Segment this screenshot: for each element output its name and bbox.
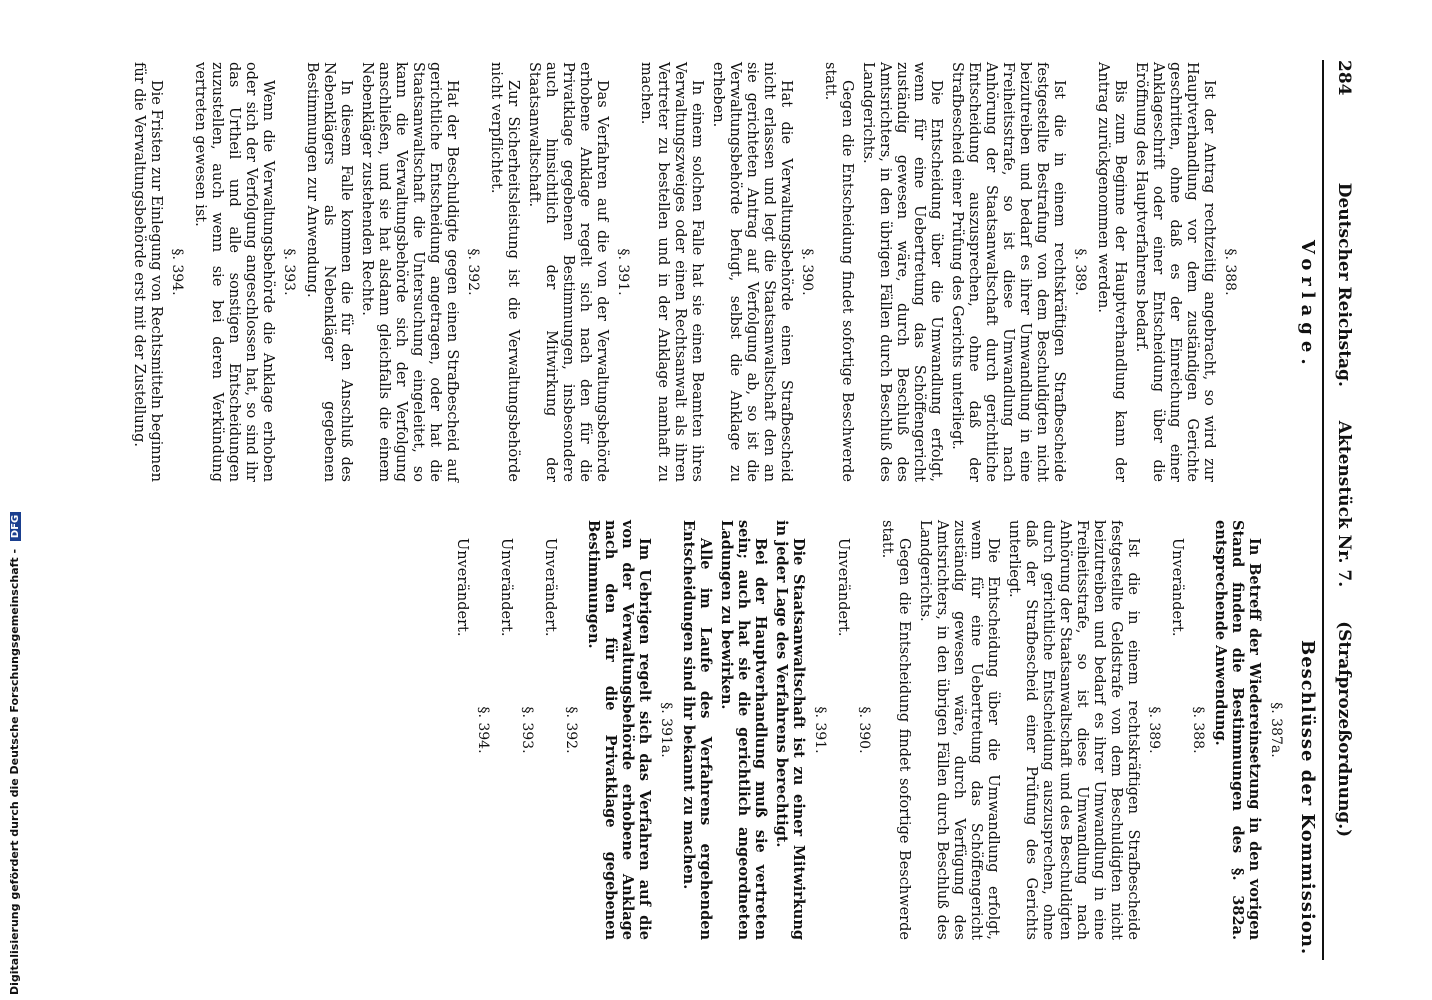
paragraph: Ist die in einem rechtskräftigen Strafbescheide festgestellte Bestrafung von dem Beschuldigten nicht beizutreiben und bedarf es ihrer Umwandlung in eine Freiheitsstrafe, so ist diese Umwandlung nach Anhörung der Staatsanwaltschaft durch gerichtliche Entscheidung auszusprechen, ohne daß der Strafbescheid einer Prüfung des Gerichts unterliegt. — [949, 62, 1067, 482]
paragraph: Wenn die Verwaltungsbehörde die Anklage erhoben oder sich der Verfolgung angeschlossen hat, so sind ihr das Urtheil und alle sonstigen Entscheidungen zuzustellen, auch wenn sie bei deren Verkündung vertreten gewesen ist. — [192, 62, 276, 482]
digitization-credit — [8, 512, 21, 995]
unchanged-note: Unverändert. — [1169, 538, 1185, 637]
page-number: 284 — [1334, 60, 1354, 96]
section-heading: §. 393. — [281, 248, 297, 296]
document-subject: (Strafprozeßordnung.) — [1334, 621, 1354, 838]
paragraph: Alle im Laufe des Verfahrens ergehenden Entscheidungen sind ihr bekannt zu machen. — [680, 520, 714, 940]
section-heading: §. 392. — [465, 248, 481, 296]
document-number: Aktenstück Nr. 7. — [1334, 420, 1354, 588]
section-heading: §. 388. — [1190, 706, 1206, 754]
section-heading: §. 390. — [856, 706, 872, 754]
paragraph: In einem solchen Falle hat sie einen Beamten ihres Verwaltungszweiges oder einen Rechtsanwalt als ihren Vertreter zu bestellen und in der Anklage namhaft zu machen. — [638, 62, 705, 482]
section-heading: §. 391. — [812, 706, 828, 754]
paragraph: Das Verfahren auf die von der Verwaltungsbehörde erhobene Anklage regelt sich nach den für die Privatklage gegebenen Bestimmungen, insbesondere auch hinsichtlich der Mitwirkung der Staatsanwaltschaft. — [526, 62, 610, 482]
section-heading: §. 393. — [519, 706, 535, 754]
left-column — [126, 62, 1244, 482]
paragraph: Die Staatsanwaltschaft ist zu einer Mitwirkung in jeder Lage des Verfahrens berechtigt. — [773, 520, 807, 940]
paragraph: Die Entscheidung über die Umwandlung erfolgt, wenn für eine Uebertretung das Schöffengericht zuständig gewesen wäre, durch Verfügung des Amtsrichters, in den übrigen Fällen durch Beschluß des Landgerichts. — [917, 520, 1001, 940]
paragraph: In Betreff der Wiedereinsetzung in den vorigen Stand finden die Bestimmungen des §. 382a. entsprechende Anwendung. — [1212, 520, 1263, 940]
section-heading: §. 390. — [799, 248, 815, 296]
left-column-title: Vorlage. — [1297, 240, 1318, 371]
paragraph: Zur Sicherheitsleistung ist die Verwaltungsbehörde nicht verpflichtet. — [488, 62, 521, 482]
paragraph: Gegen die Entscheidung findet sofortige Beschwerde statt. — [822, 62, 855, 482]
right-column — [449, 520, 1290, 940]
unchanged-note: Unverändert. — [835, 538, 851, 637]
paragraph: Ist der Antrag rechtzeitig angebracht, so wird zur Hauptverhandlung vor dem zuständigen Gerichte geschritten, ohne daß es der Einreichung einer Anklageschrift oder einer Entscheidung über die Eröffnung des Hauptverfahrens bedarf. — [1133, 62, 1217, 482]
section-heading: §. 391a. — [658, 702, 674, 758]
right-column-title: Beschlüsse der Kommission. — [1297, 640, 1318, 956]
section-heading: §. 392. — [563, 706, 579, 754]
paragraph: Die Fristen zur Einlegung von Rechtsmitteln beginnen für die Verwaltungsbehörde erst mit der Zustellung. — [131, 62, 164, 482]
section-heading: §. 389. — [1072, 248, 1088, 296]
section-heading: §. 394. — [475, 706, 491, 754]
section-heading: §. 388. — [1222, 248, 1238, 296]
paragraph: Hat die Verwaltungsbehörde einen Strafbescheid nicht erlassen und legt die Staatsanwaltschaft den an sie gerichteten Antrag auf Verfolgung ab, so ist die Verwaltungsbehörde befugt, selbst die Anklage zu erheben. — [710, 62, 794, 482]
parliament-title: Deutscher Reichstag. — [1334, 182, 1354, 387]
section-heading: §. 394. — [169, 248, 185, 296]
paragraph: In diesem Falle kommen die für den Anschluß des Nebenklägers als Nebenkläger gegebenen Bestimmungen zur Anwendung. — [304, 62, 354, 482]
unchanged-note: Unverändert. — [498, 538, 514, 637]
unchanged-note: Unverändert. — [454, 538, 470, 637]
header-rule — [1322, 60, 1324, 960]
paragraph: Bei der Hauptverhandlung muß sie vertreten sein; auch hat sie die gerichtlich angeordneten Ladungen zu bewirken. — [718, 520, 769, 940]
paragraph: Ist die in einem rechtskräftigen Strafbescheide festgestellte Geldstrafe von dem Beschuldigten nicht beizutreiben und bedarf es ihrer Umwandlung in eine Freiheitsstrafe, so ist diese Umwandlung nach Anhörung der Staatsanwaltschaft und des Beschuldigten durch gerichtliche Entscheidung auszusprechen, ohne daß der Strafbescheid einer Prüfung des Gerichts unterliegt. — [1006, 520, 1141, 940]
paragraph: Hat der Beschuldigte gegen einen Strafbescheid auf gerichtliche Entscheidung angetragen, oder hat die Staatsanwaltschaft die Untersuchung eingeleitet, so kann die Verwaltungsbehörde sich der Verfolgung anschließen, und sie hat alsdann gleichfalls die einem Nebenkläger zustehenden Rechte. — [359, 62, 460, 482]
section-heading: §. 389. — [1146, 706, 1162, 754]
paragraph: Im Uebrigen regelt sich das Verfahren auf die von der Verwaltungsbehörde erhobene Anklage nach den für die Privatklage gegebenen Bestimmungen. — [585, 520, 653, 940]
paragraph: Bis zum Beginne der Hauptverhandlung kann der Antrag zurückgenommen werden. — [1095, 62, 1128, 482]
unchanged-note: Unverändert. — [542, 538, 558, 637]
page-header — [1326, 60, 1354, 960]
dfg-logo: DFG — [10, 512, 21, 541]
digitization-credit-text: Digitalisierung gefördert durch die Deutsche Forschungsgemeinschaft - — [8, 548, 21, 995]
paragraph: Gegen die Entscheidung findet sofortige Beschwerde statt. — [879, 520, 912, 940]
section-heading: §. 391. — [615, 248, 631, 296]
paragraph: Die Entscheidung über die Umwandlung erfolgt, wenn für eine Uebertretung das Schöffengericht zuständig gewesen wäre, durch Beschluß des Amtsrichters, in den übrigen Fällen durch Beschluß des Landgerichts. — [860, 62, 944, 482]
section-heading: §. 387a. — [1268, 702, 1284, 758]
